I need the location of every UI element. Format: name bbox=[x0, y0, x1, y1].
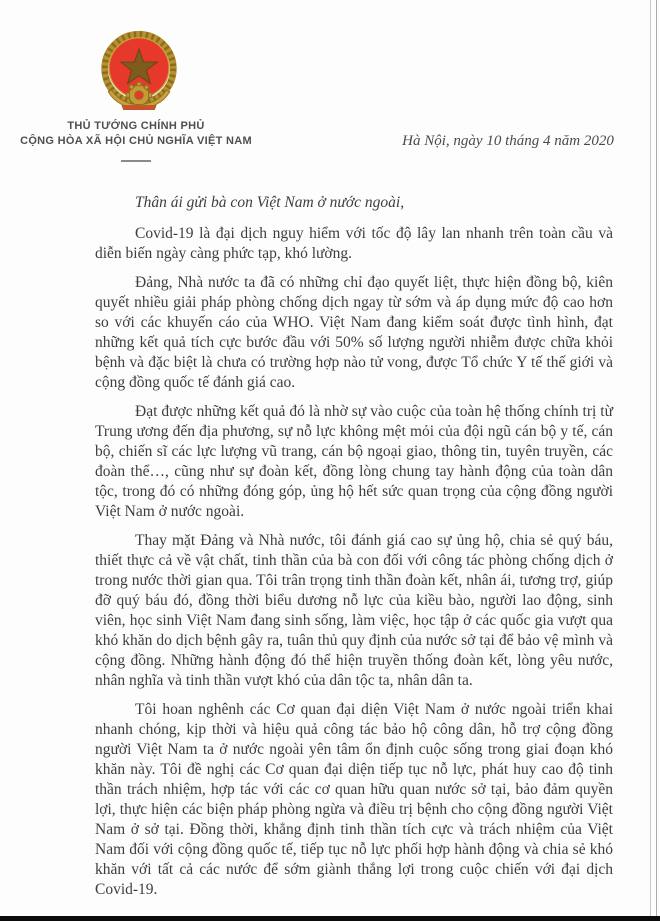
paragraph-4: Thay mặt Đảng và Nhà nước, tôi đánh giá cao sự ủng hộ, chia sẻ quý báu, thiết thực cả về vật chất, tinh thần của bà con đối với công tác phòng chống dịch ở trong nước thời gian qua. Tôi trân trọng tinh thần đoàn kết, nhân ái, tương trợ, giúp đỡ quý báu đó, đồng thời biểu dương nỗ lực của kiều bào, người lao động, sinh viên, học sinh Việt Nam đang sinh sống, làm việc, học tập ở các quốc gia vượt qua khó khăn do dịch bệnh gây ra, tuân thủ quy định của nước sở tại để bảo vệ mình và cộng đồng. Những hành động đó thể hiện truyền thống đoàn kết, lòng yêu nước, nhân nghĩa và tinh thần vượt khó của dân tộc ta, nhân dân ta. bbox=[95, 532, 613, 689]
vietnam-national-emblem-icon bbox=[95, 30, 183, 114]
scan-edge-line bbox=[656, 0, 657, 921]
letterhead bbox=[8, 119, 264, 162]
letter-body bbox=[95, 193, 613, 909]
letterhead-org-line2: CỘNG HÒA XÃ HỘI CHỦ NGHĨA VIỆT NAM bbox=[20, 135, 252, 147]
scan-bottom-bar bbox=[0, 916, 660, 921]
scan-edge-line bbox=[650, 0, 651, 921]
paragraph-5: Tôi hoan nghênh các Cơ quan đại diện Việt Nam ở nước ngoài triển khai nhanh chóng, kịp thời và hiệu quả công tác bảo hộ công dân, hỗ trợ cộng đồng người Việt Nam ta ở nước ngoài yên tâm ổn định cuộc sống trong giai đoạn khó khăn này. Tôi đề nghị các Cơ quan đại diện tiếp tục nỗ lực, phát huy cao độ tinh thần trách nhiệm, hợp tác với các cơ quan hữu quan nước sở tại, bảo đảm quyền lợi, thực hiện các biện pháp phòng ngừa và điều trị bệnh cho cộng đồng người Việt Nam ở sở tại. Đồng thời, khẳng định tinh thần tích cực và trách nhiệm của Việt Nam đối với cộng đồng quốc tế, tiếp tục nỗ lực phối hợp hành động và chia sẻ khó khăn với tất cả các nước để sớm giành thắng lợi trong cuộc chiến với đại dịch Covid-19. bbox=[95, 701, 613, 898]
paragraph-3: Đạt được những kết quả đó là nhờ sự vào cuộc của toàn hệ thống chính trị từ Trung ương đến địa phương, sự nỗ lực không mệt mỏi của đội ngũ cán bộ y tế, cán bộ, chiến sĩ các lực lượng vũ trang, cán bộ ngoại giao, thông tin, tuyên truyền, các đoàn thể…, cũng như sự đoàn kết, đồng lòng chung tay hành động của toàn dân tộc, trong đó có những đóng góp, ủng hộ hết sức quan trọng của cộng đồng người Việt Nam ở nước ngoài. bbox=[95, 403, 613, 520]
letterhead-divider bbox=[121, 160, 151, 162]
dateline: Hà Nội, ngày 10 tháng 4 năm 2020 bbox=[402, 133, 614, 149]
letterhead-org-line1: THỦ TƯỚNG CHÍNH PHỦ bbox=[67, 120, 205, 132]
salutation: Thân ái gửi bà con Việt Nam ở nước ngoài, bbox=[135, 194, 405, 211]
paragraph-1: Covid-19 là đại dịch nguy hiểm với tốc độ lây lan nhanh trên toàn cầu và diễn biến ngày càng phức tạp, khó lường. bbox=[95, 225, 613, 262]
paragraph-2: Đảng, Nhà nước ta đã có những chỉ đạo quyết liệt, thực hiện đồng bộ, kiên quyết nhiều giải pháp phòng chống dịch ngay từ sớm và áp dụng mức độ cao hơn so với các khuyến cáo của WHO. Việt Nam đang kiểm soát được tình hình, đạt những kết quả tích cực bước đầu với 50% số lượng người nhiễm được chữa khỏi bệnh và đặc biệt là chưa có trường hợp nào tử vong, được Tổ chức Y tế thế giới và cộng đồng quốc tế đánh giá cao. bbox=[95, 274, 613, 391]
